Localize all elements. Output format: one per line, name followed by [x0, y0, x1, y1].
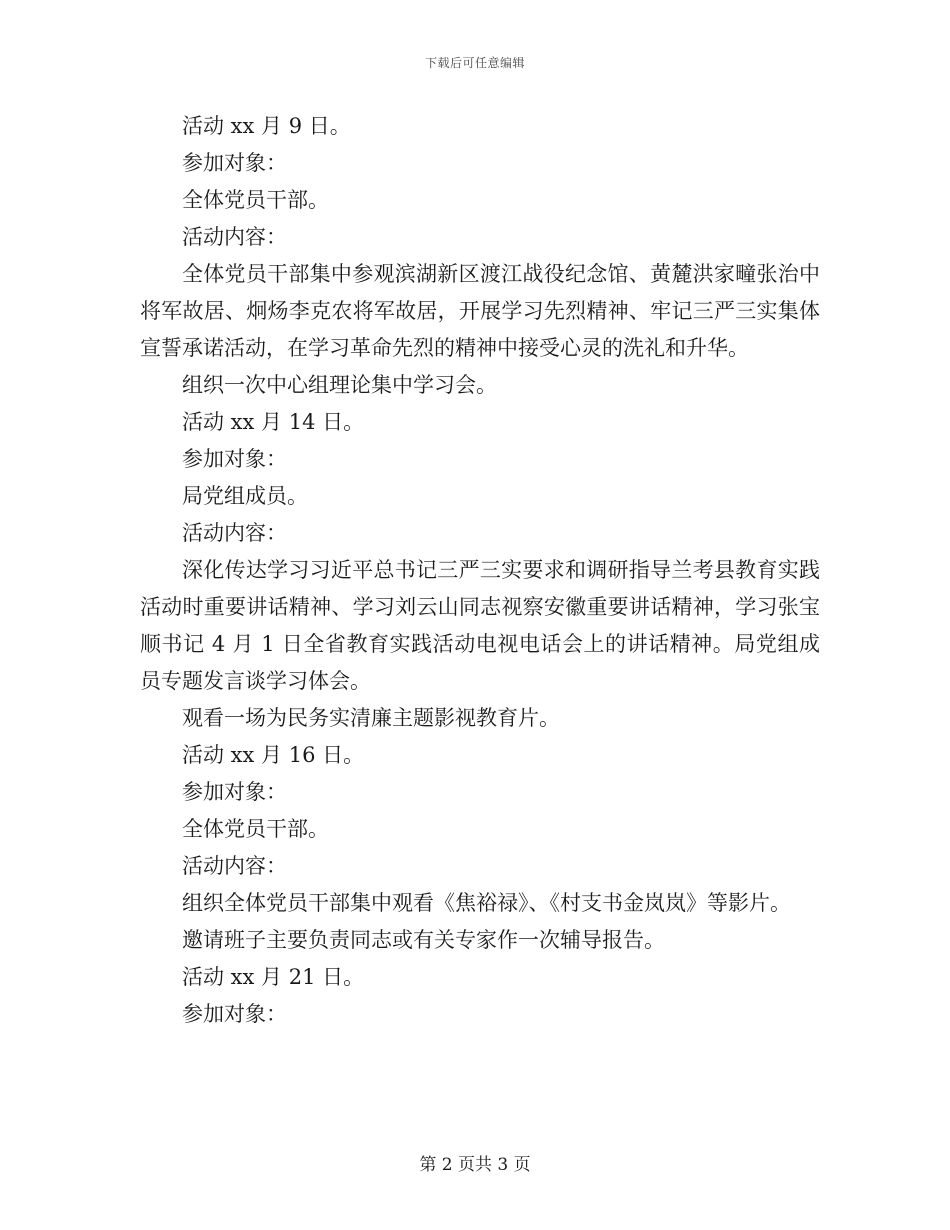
paragraph: 全体党员干部集中参观滨湖新区渡江战役纪念馆、黄麓洪家疃张治中将军故居、炯炀李克农将军故居，开展学习先烈精神、牢记三严三实集体宣誓承诺活动，在学习革命先烈的精神中接受心灵的洗礼和升华。	[140, 262, 820, 360]
paragraph: 全体党员干部。	[182, 188, 329, 212]
paragraph: 深化传达学习习近平总书记三严三实要求和调研指导兰考县教育实践活动时重要讲话精神、学习刘云山同志视察安徽重要讲话精神，学习张宝顺书记 4 月 1 日全省教育实践活动电视电话会上的讲话精神。局党组成员专题发言谈学习体会。	[140, 558, 820, 693]
paragraph: 参加对象：	[182, 151, 287, 175]
paragraph: 活动 xx 月 14 日。	[182, 410, 365, 434]
page-header: 下载后可任意编辑	[424, 56, 525, 70]
paragraph: 局党组成员。	[182, 484, 308, 508]
page-footer: 第 2 页共 3 页	[419, 1155, 531, 1175]
paragraph: 参加对象：	[182, 447, 287, 471]
paragraph: 组织一次中心组理论集中学习会。	[182, 373, 497, 397]
paragraph: 组织全体党员干部集中观看《焦裕禄》、《村支书金岚岚》等影片。	[182, 891, 791, 915]
paragraph: 活动内容：	[182, 854, 287, 878]
paragraph: 活动 xx 月 9 日。	[182, 114, 351, 138]
paragraph: 参加对象：	[182, 780, 287, 804]
paragraph: 参加对象：	[182, 1002, 287, 1026]
paragraph: 活动 xx 月 16 日。	[182, 743, 365, 767]
paragraph: 活动 xx 月 21 日。	[182, 965, 365, 989]
paragraph: 活动内容：	[182, 225, 287, 249]
paragraph: 观看一场为民务实清廉主题影视教育片。	[182, 706, 560, 730]
document-body	[140, 108, 820, 1033]
paragraph: 全体党员干部。	[182, 817, 329, 841]
paragraph: 邀请班子主要负责同志或有关专家作一次辅导报告。	[182, 928, 665, 952]
paragraph: 活动内容：	[182, 521, 287, 545]
